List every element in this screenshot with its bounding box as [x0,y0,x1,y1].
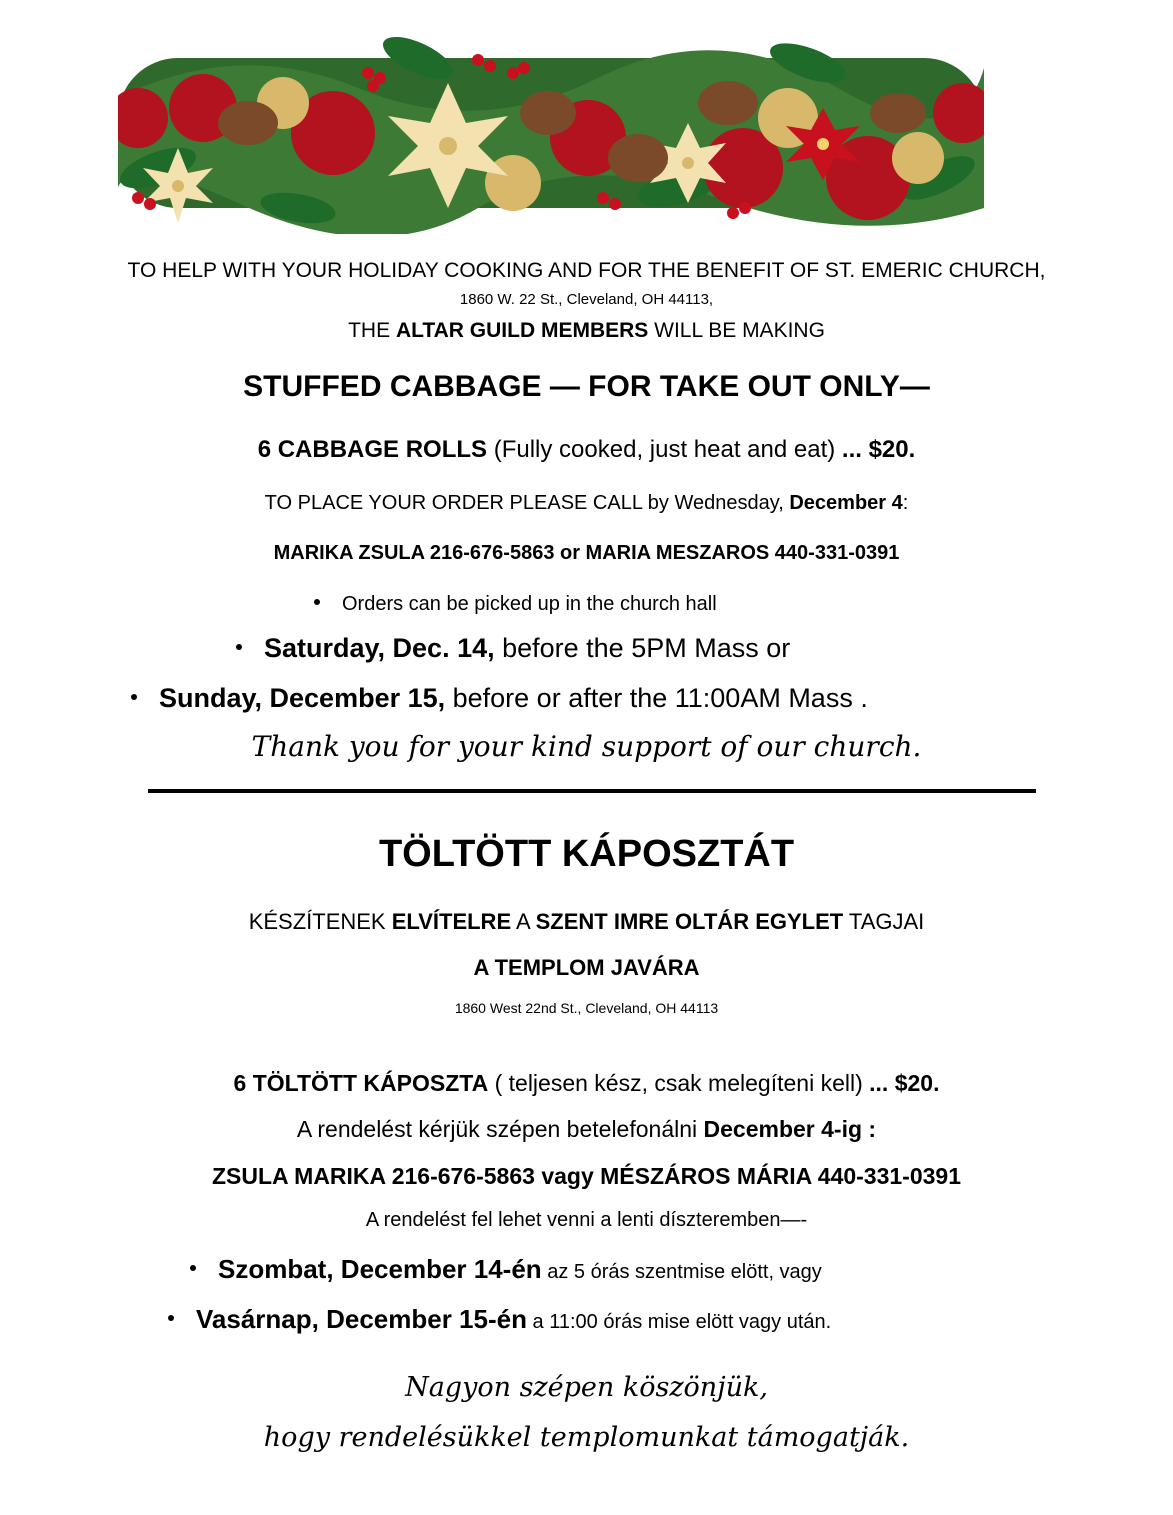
altar-guild-prefix: THE [348,319,396,342]
church-address: 1860 W. 22 St., Cleveland, OH 44113, [459,291,714,308]
hungarian-order-line [0,1116,1173,1143]
hungarian-order-text: A rendelést kérjük szépen betelefonálni [296,1116,704,1142]
english-item-name: 6 CABBAGE ROLLS [257,436,488,463]
english-thanks: Thank you for your kind support of our church. [251,730,922,763]
hungarian-thanks-line2: hogy rendelésükkel templomunkat támogatják. [263,1422,910,1453]
hungarian-saturday-date: Szombat, December 14-én [218,1254,542,1284]
christmas-garland-illustration [118,18,984,234]
bullet-icon [168,1315,174,1321]
english-pickup-text: Orders can be picked up in the church hall [342,593,717,615]
english-item-price: ... $20. [841,436,916,463]
hungarian-saturday-item [190,1254,822,1285]
english-item-line [0,436,1173,464]
altar-guild-suffix: WILL BE MAKING [648,319,825,342]
altar-guild-name: ALTAR GUILD MEMBERS [395,319,649,342]
hungarian-sunday-item [168,1304,831,1335]
hungarian-makers-line [0,909,1173,935]
hungarian-headline: TÖLTÖTT KÁPOSZTÁT [378,833,795,875]
hungarian-address: 1860 West 22nd St., Cleveland, OH 44113 [454,1000,719,1016]
english-pickup-item [314,593,717,616]
section-divider [148,789,1036,793]
hungarian-benefit-line: A TEMPLOM JAVÁRA [473,955,700,980]
altar-guild-line [0,319,1173,343]
english-order-colon: : [902,492,909,514]
hungarian-order-date: December 4-ig : [703,1116,877,1142]
english-contacts: MARIKA ZSULA 216-676-5863 or MARIA MESZAROS 440-331-0391 [273,542,900,564]
english-saturday-item [236,633,790,664]
english-sunday-date: Sunday, December 15, [159,683,446,713]
hungarian-item-description: ( teljesen kész, csak melegíteni kell) [488,1070,870,1096]
hungarian-thanks-line1: Nagyon szépen köszönjük, [405,1372,768,1403]
bullet-icon [236,644,242,650]
hungarian-sunday-detail: a 11:00 órás mise elött vagy után. [526,1311,832,1333]
hungarian-makers-e: TAGJAI [843,909,925,934]
hungarian-makers-a: KÉSZÍTENEK [248,909,392,934]
hungarian-makers-c: A [511,909,536,934]
english-saturday-date: Saturday, Dec. 14, [264,633,495,663]
english-saturday-detail: before the 5PM Mass or [494,633,791,663]
hungarian-sunday-date: Vasárnap, December 15-én [196,1304,527,1334]
english-sunday-item [131,683,868,714]
bullet-icon [131,694,137,700]
hungarian-makers-b: ELVÍTELRE [391,909,512,934]
hungarian-contacts: ZSULA MARIKA 216-676-5863 vagy MÉSZÁROS MÁRIA 440-331-0391 [211,1163,962,1189]
hungarian-saturday-detail: az 5 órás szentmise elött, vagy [541,1261,822,1283]
english-sunday-detail: before or after the 11:00AM Mass . [445,683,868,713]
english-order-text: TO PLACE YOUR ORDER PLEASE CALL by Wednesday, [264,492,790,514]
hungarian-pickup: A rendelést fel lehet venni a lenti díszteremben—- [365,1209,808,1231]
hungarian-item-line [0,1070,1173,1097]
english-order-line [0,492,1173,515]
english-order-date: December 4 [789,492,903,514]
bullet-icon [314,599,320,605]
english-item-description: (Fully cooked, just heat and eat) [487,436,842,463]
hungarian-makers-d: SZENT IMRE OLTÁR EGYLET [535,909,844,934]
hungarian-item-name: 6 TÖLTÖTT KÁPOSZTA [233,1070,489,1096]
intro-line: TO HELP WITH YOUR HOLIDAY COOKING AND FOR THE BENEFIT OF ST. EMERIC CHURCH, [127,259,1046,282]
english-headline: STUFFED CABBAGE — FOR TAKE OUT ONLY— [243,370,930,403]
bullet-icon [190,1265,196,1271]
hungarian-item-price: ... $20. [869,1070,940,1096]
